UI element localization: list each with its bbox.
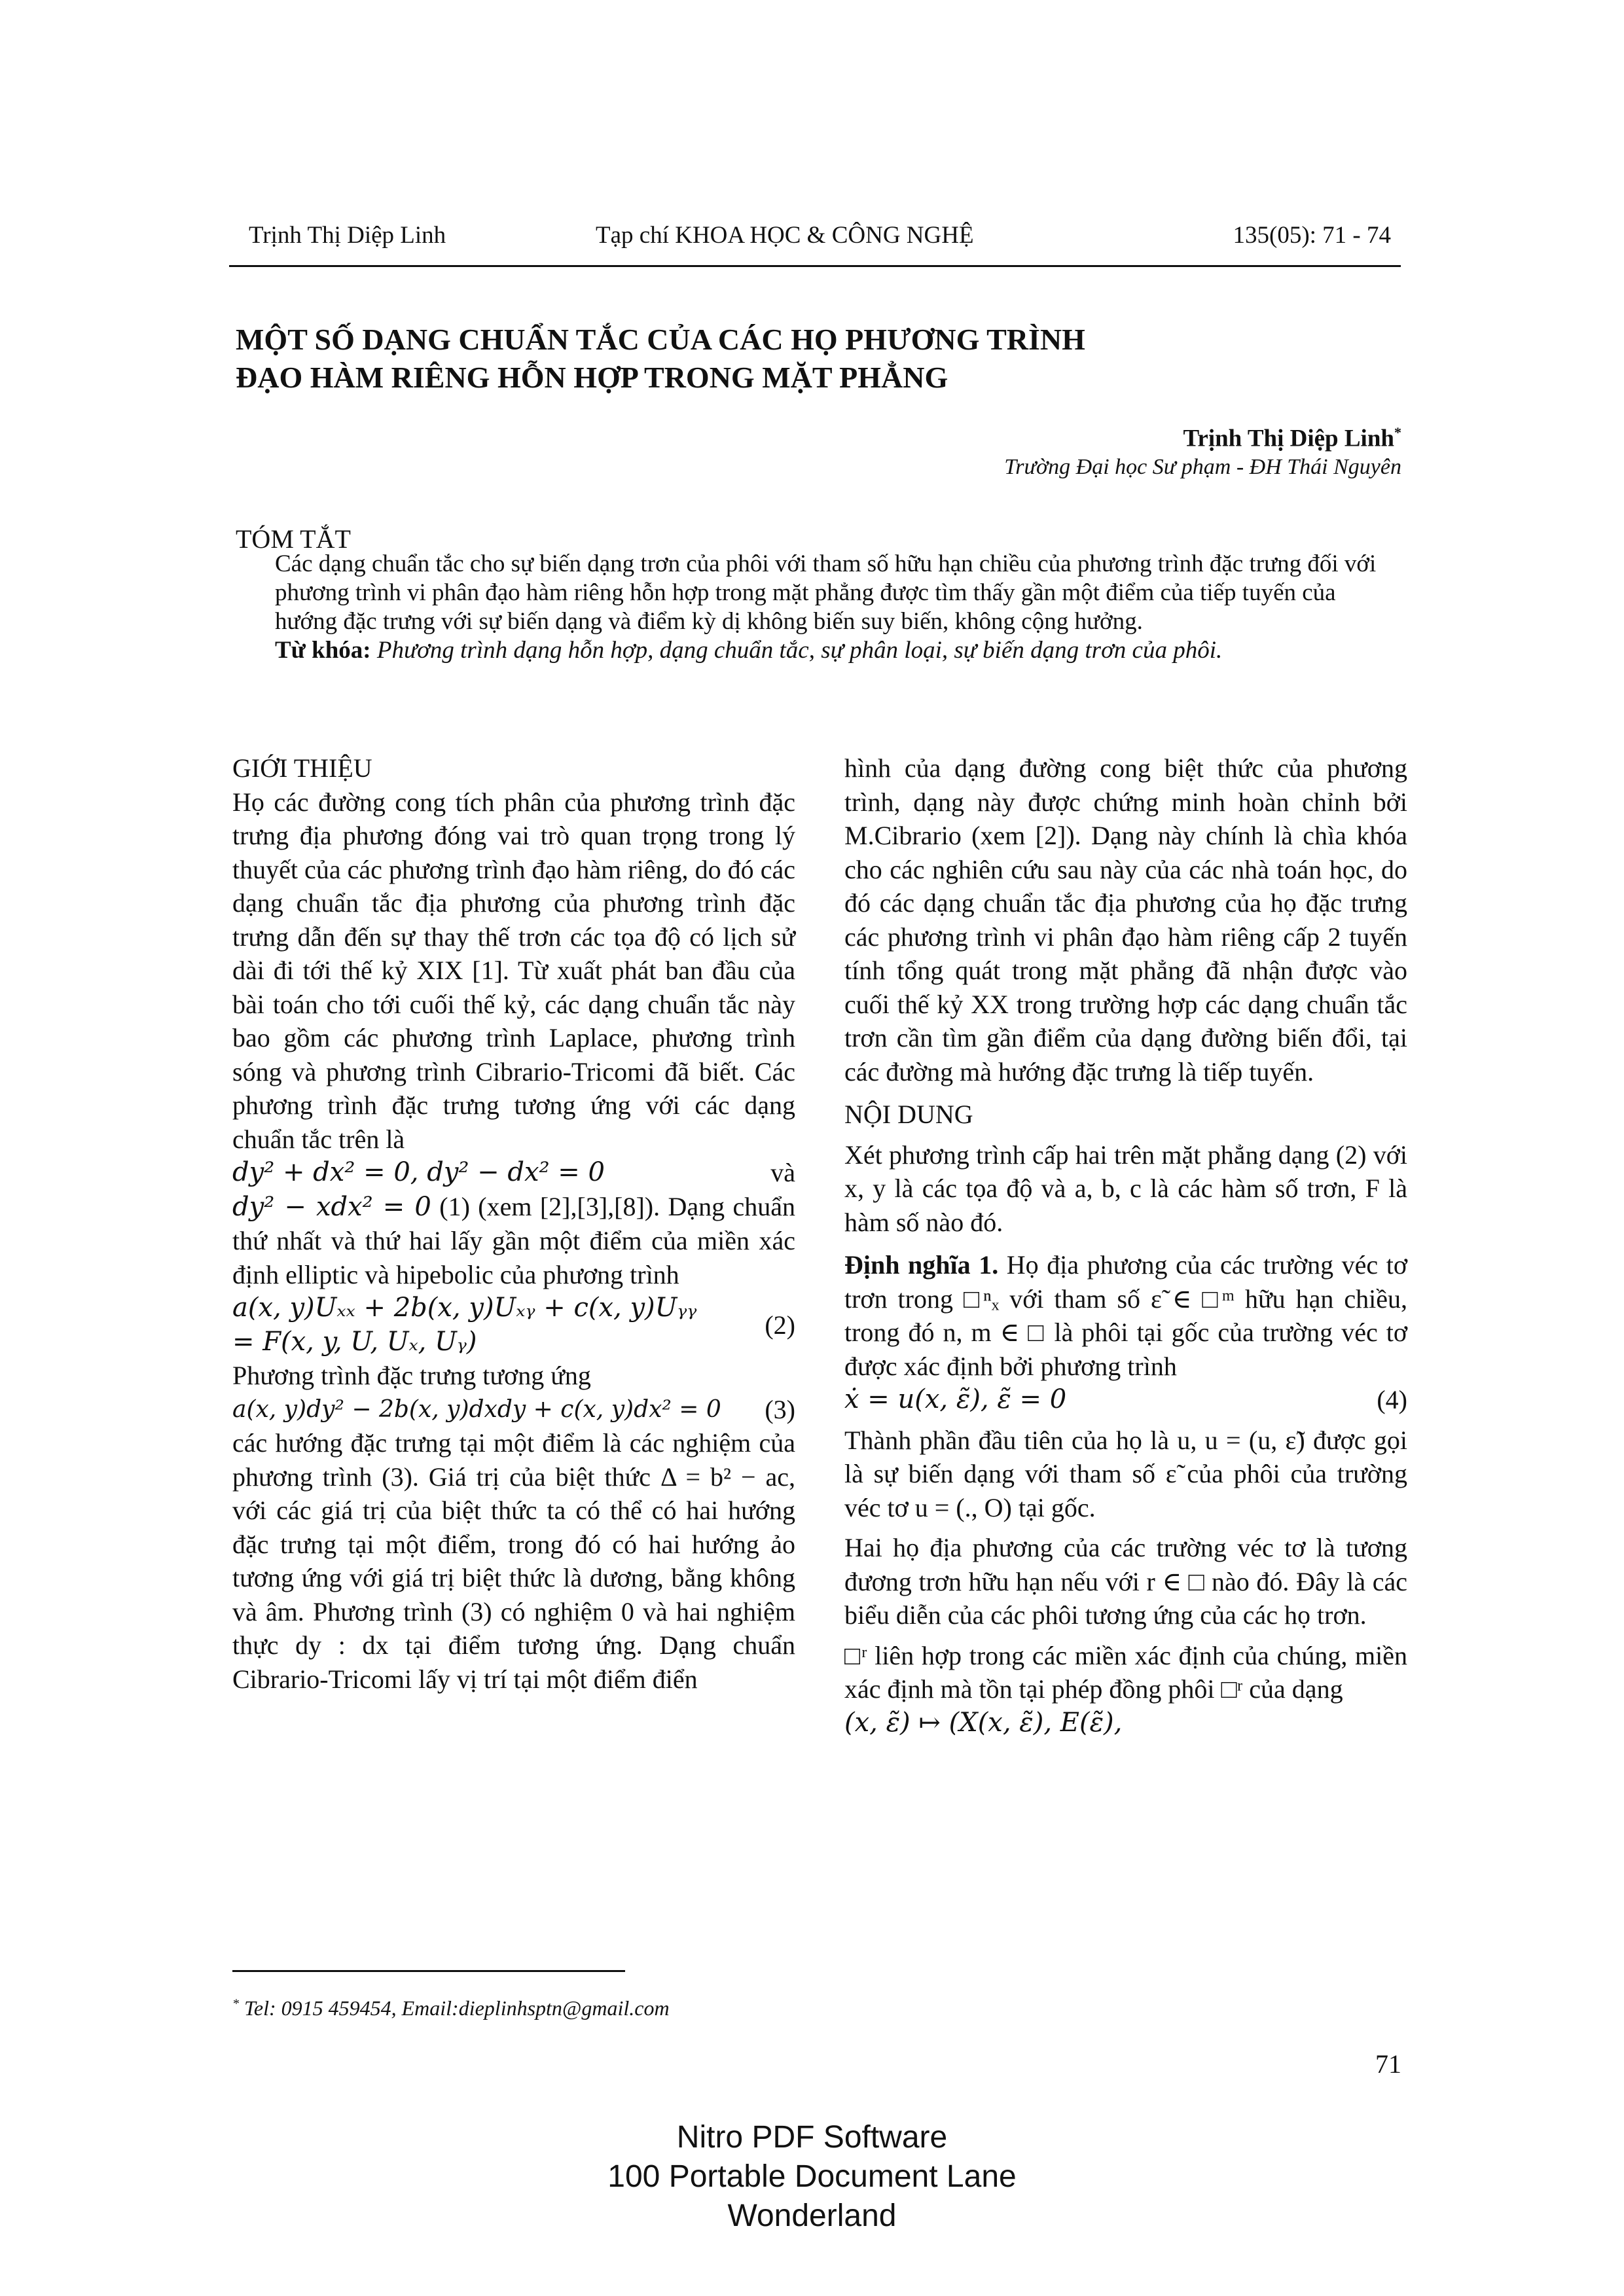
equation-and: và xyxy=(770,1158,795,1187)
right-paragraph-4: Hai họ địa phương của các trường véc tơ là tương đương trơn hữu hạn nếu với r ∈ □ nào đó. Đây là các biểu diễn của các phôi tương ứng của các họ trơn. xyxy=(844,1533,1407,1630)
header-issue: 135(05): 71 - 74 xyxy=(1233,222,1391,249)
title-line-2: ĐẠO HÀM RIÊNG HỖN HỢP TRONG MẶT PHẲNG xyxy=(236,361,948,394)
equation-2-line-1: a(x, y)Uₓₓ + 2b(x, y)Uₓᵧ + c(x, y)Uᵧᵧ xyxy=(232,1293,697,1323)
equation-2-line-2: = F(x, y, U, Uₓ, Uᵧ) xyxy=(232,1326,477,1357)
watermark-line-3: Wonderland xyxy=(727,2198,897,2233)
title-line-1: MỘT SỐ DẠNG CHUẨN TẮC CỦA CÁC HỌ PHƯƠNG TRÌNH xyxy=(236,323,1085,356)
intro-paragraph-3: Phương trình đặc trưng tương ứng xyxy=(232,1361,591,1390)
watermark-line-1: Nitro PDF Software xyxy=(676,2120,948,2155)
author-name-text: Trịnh Thị Diệp Linh xyxy=(1183,425,1394,452)
paper-title xyxy=(236,321,1348,397)
footnote-text: Tel: 0915 459454, Email:dieplinhsptn@gmail.com xyxy=(244,1996,670,2020)
equation-2-number: (2) xyxy=(765,1310,795,1340)
footnote xyxy=(232,1996,670,2020)
author-name xyxy=(1183,424,1401,452)
intro-heading: GIỚI THIỆU xyxy=(232,753,372,783)
header-rule xyxy=(229,265,1401,267)
equation-2 xyxy=(232,1291,795,1359)
equation-a-row xyxy=(232,1156,795,1190)
intro-paragraph-1: Họ các đường cong tích phân của phương trình đặc trưng địa phương đóng vai trò quan trọng trong lý thuyết của các phương trình đạo hàm riêng, do đó các dạng chuẩn tắc địa phương của phương trình đặc trưng dẫn đến sự thay thế trơn các tọa độ có lịch sử dài đi tới thế kỷ XIX [1]. Từ xuất phát ban đầu của bài toán cho tới cuối thế kỷ, các dạng chuẩn tắc này bao gồm các phương trình Laplace, phương trình sóng và phương trình Cibrario-Tricomi đã biết. Các phương trình đặc trưng tương ứng với các dạng chuẩn tắc trên là xyxy=(232,787,795,1154)
right-column xyxy=(844,751,1407,1740)
abstract xyxy=(275,550,1388,665)
equation-b: dy² − xdx² = 0 xyxy=(232,1191,431,1222)
right-paragraph-5: □ʳ liên hợp trong các miền xác định của chúng, miền xác định mà tồn tại phép đồng phôi □ʳ của dạng xyxy=(844,1640,1407,1704)
abstract-heading: TÓM TẮT xyxy=(236,524,351,554)
definition-label: Định nghĩa 1. xyxy=(844,1250,999,1280)
equation-a: dy² + dx² = 0, dy² − dx² = 0 xyxy=(232,1157,605,1187)
running-header xyxy=(229,221,1401,250)
right-paragraph-1: hình của dạng đường cong biệt thức của phương trình, dạng này được chứng minh hoàn chỉnh bởi M.Cibrario (xem [2]). Dạng này chính là chìa khóa cho các nghiên cứu sau này của các nhà toán học, do đó các dạng chuẩn tắc địa phương của họ đặc trưng các phương trình vi phân đạo hàm riêng cấp 2 tuyến tính tổng quát trong mặt phẳng đã nhận được vào cuối thế kỷ XX trong trường hợp các dạng chuẩn tắc trơn cần tìm gần điểm của dạng đường biến đổi, tại các đường mà hướng đặc trưng là tiếp tuyến. xyxy=(844,753,1407,1086)
header-journal: Tạp chí KHOA HỌC & CÔNG NGHỆ xyxy=(596,222,974,249)
watermark xyxy=(0,2118,1624,2236)
author-affiliation: Trường Đại học Sư phạm - ĐH Thái Nguyên xyxy=(1004,455,1401,479)
intro-paragraph-2: (1) (xem [2],[3],[8]). Dạng chuẩn thứ nhất và thứ hai lấy gần một điểm của miền xác định elliptic và hipebolic của phương trình xyxy=(232,1191,796,1289)
definition-text: Họ địa phương của các trường véc tơ trơn trong □ⁿₓ với tham số ε̃ ∈ □ᵐ hữu hạn chiều, trong đó n, m ∈ □ là phôi tại gốc của trường véc tơ được xác định bởi phương trình xyxy=(844,1250,1407,1381)
footnote-rule xyxy=(232,1970,625,1972)
right-paragraph-2: Xét phương trình cấp hai trên mặt phẳng dạng (2) với x, y là các tọa độ và a, b, c là các hàm số trơn, F là hàm số nào đó. xyxy=(844,1139,1407,1237)
equation-3-body: a(x, y)dy² − 2b(x, y)dxdy + c(x, y)dx² = 0 xyxy=(232,1395,721,1423)
watermark-line-2: 100 Portable Document Lane xyxy=(607,2159,1017,2194)
abstract-text: Các dạng chuẩn tắc cho sự biến dạng trơn của phôi với tham số hữu hạn chiều của phương trình đặc trưng đối với phương trình vi phân đạo hàm riêng hỗn hợp trong mặt phẳng được tìm thấy gần một điểm của tiếp tuyến của hướng đặc trưng với sự biến dạng và điểm kỳ dị không biến suy biến, không cộng hưởng. xyxy=(275,550,1377,635)
left-column xyxy=(232,751,795,1696)
footnote-mark: * xyxy=(232,1996,239,2011)
equation-3-number: (3) xyxy=(765,1394,795,1424)
content-heading: NỘI DUNG xyxy=(844,1100,973,1129)
right-paragraph-3: Thành phần đầu tiên của họ là u, u = (u, ε̃) được gọi là sự biến dạng với tham số ε̃ của phôi của trường véc tơ u = (., O) tại gốc. xyxy=(844,1425,1407,1522)
author-mark: * xyxy=(1394,424,1401,440)
keywords-label: Từ khóa: xyxy=(275,637,371,664)
equation-4-body: ẋ = u(x, ε̃), ε̃ = 0 xyxy=(844,1384,1067,1414)
equation-3 xyxy=(232,1393,795,1427)
keywords: Phương trình dạng hỗn hợp, dạng chuẩn tắc, sự phân loại, sự biến dạng trơn của phôi. xyxy=(376,637,1223,664)
header-author: Trịnh Thị Diệp Linh xyxy=(249,222,446,249)
equation-4-number: (4) xyxy=(1377,1385,1407,1414)
equation-5: (x, ε̃) ↦ (X(x, ε̃), E(ε̃), xyxy=(844,1707,1123,1738)
page-number: 71 xyxy=(1375,2049,1401,2079)
equation-4 xyxy=(844,1383,1407,1417)
intro-paragraph-4: các hướng đặc trưng tại một điểm là các nghiệm của phương trình (3). Giá trị của biệt thức Δ = b² − ac, với các giá trị của biệt thức ta có thể có hai hướng đặc trưng tại một điểm, trong đó có hai hướng ảo tương ứng với giá trị biệt thức là dương, bằng không và âm. Phương trình (3) có nghiệm 0 và hai nghiệm thực dy : dx tại điểm tương ứng. Dạng chuẩn Cibrario-Tricomi lấy vị trí tại một điểm điển xyxy=(232,1428,795,1694)
